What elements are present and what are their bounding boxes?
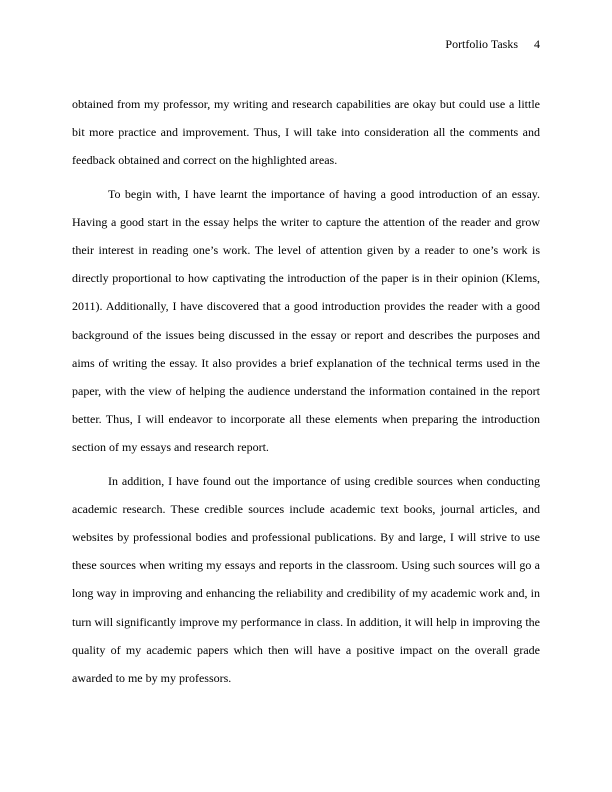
paragraph-continued: obtained from my professor, my writing and research capabilities are okay but could use a little bit more practice and improvement. Thus, I will take into consideration all the comments and feedback obtained and correct on the highlighted areas. xyxy=(72,97,540,168)
running-head xyxy=(445,36,540,52)
body-text xyxy=(72,90,540,692)
paragraph-credible-sources: In addition, I have found out the importance of using credible sources when conducting academic research. These credible sources include academic text books, journal articles, and websites by professional bodies and professional publications. By and large, I will strive to use these sources when writing my essays and reports in the classroom. Using such sources will go a long way in improving and enhancing the reliability and credibility of my academic work and, in turn will significantly improve my performance in class. In addition, it will help in improving the quality of my academic papers which then will have a positive impact on the overall grade awarded to me by my professors. xyxy=(72,473,540,686)
paragraph-introduction: To begin with, I have learnt the importance of having a good introduction of an essay. Having a good start in the essay helps the writer to capture the attention of the reader and grow their interest in reading one’s work. The level of attention given by a reader to one’s work is directly proportional to how captivating the introduction of the paper is in their opinion (Klems, 2011). Additionally, I have discovered that a good introduction provides the reader with a good background of the issues being discussed in the essay or report and describes the purposes and aims of writing the essay. It also provides a brief explanation of the technical terms used in the paper, with the view of helping the audience understand the information contained in the report better. Thus, I will endeavor to incorporate all these elements when preparing the introduction section of my essays and research report. xyxy=(72,186,540,455)
running-title: Portfolio Tasks xyxy=(445,37,518,51)
page-number: 4 xyxy=(534,37,540,51)
